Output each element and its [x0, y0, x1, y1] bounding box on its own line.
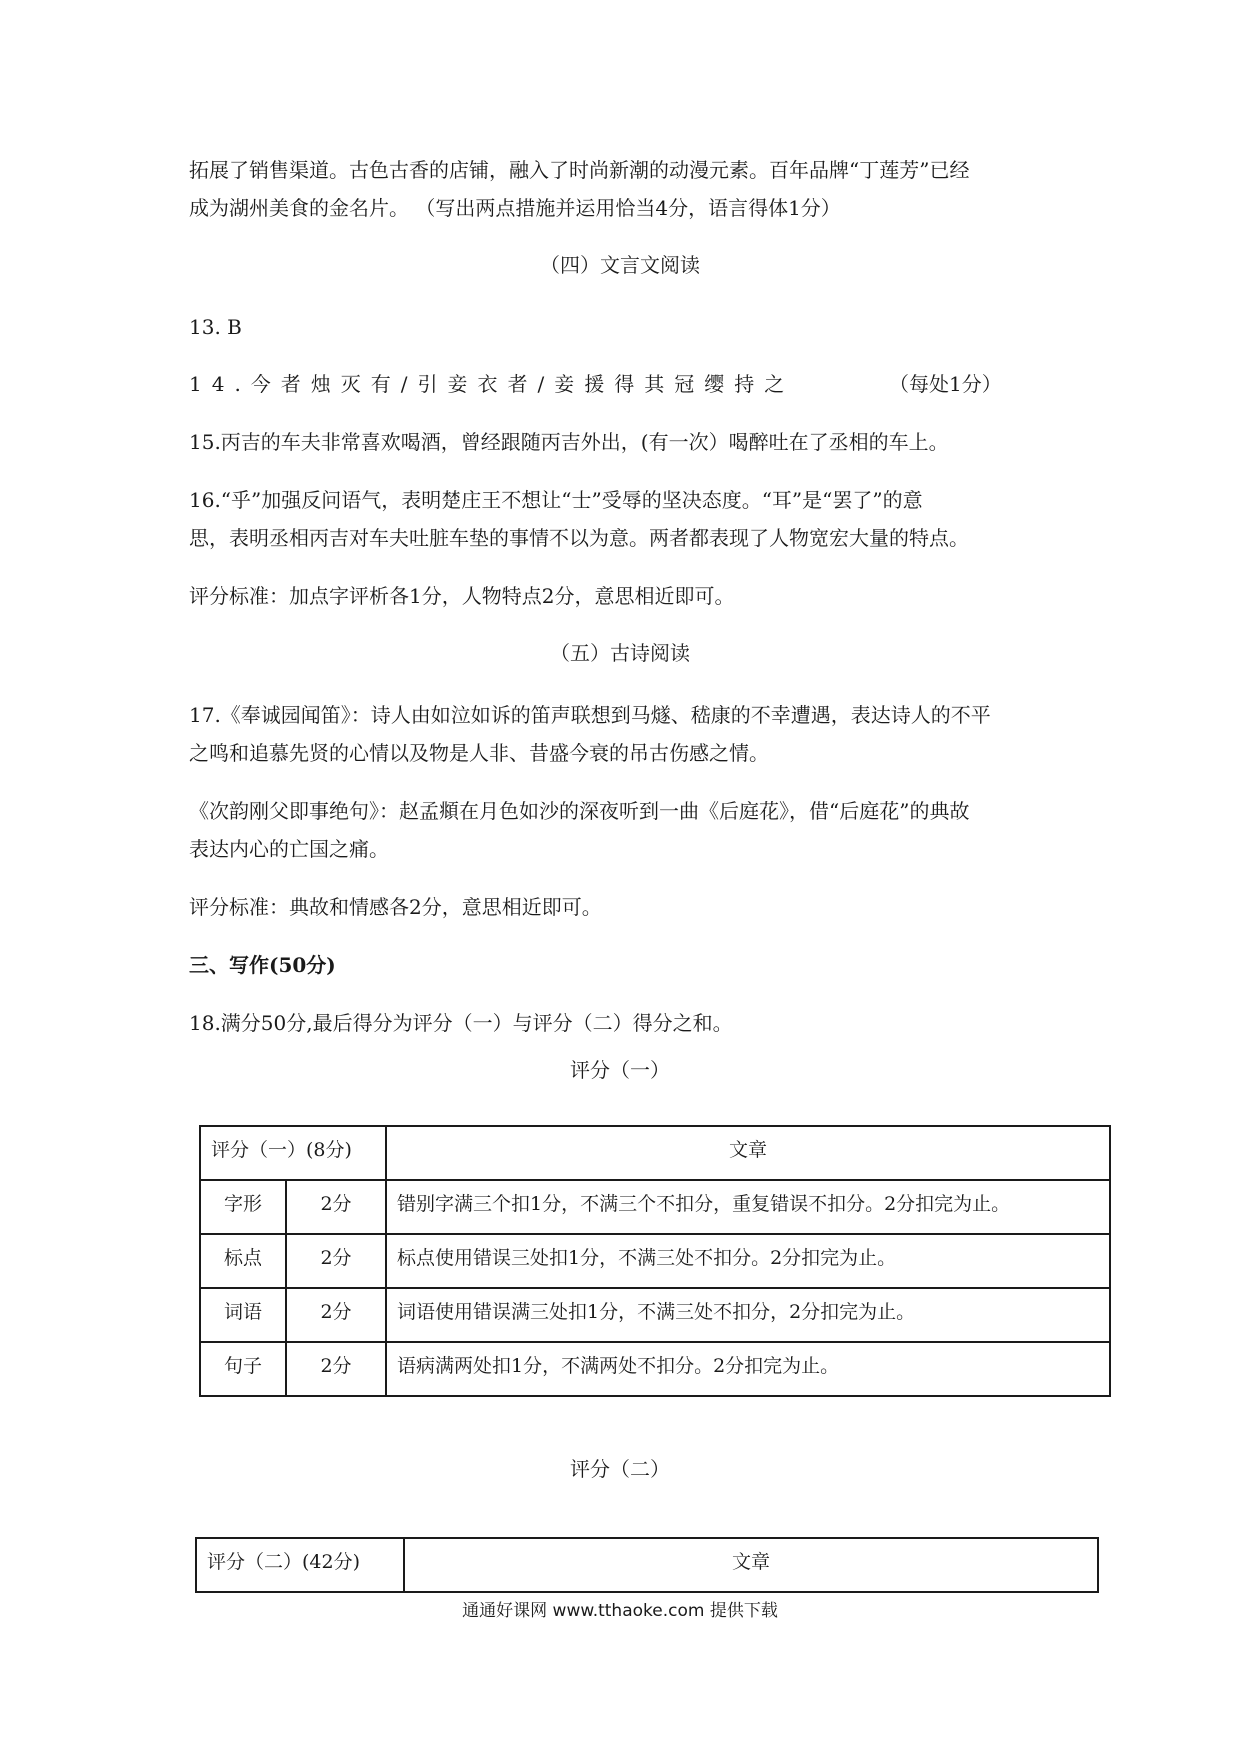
table-title: 评分（一）: [570, 1058, 670, 1082]
table-header-row: [196, 1538, 1098, 1592]
answer-15: 15.丙吉的车夫非常喜欢喝酒，曾经跟随丙吉外出，(有一次）喝醉吐在了丞相的车上。: [189, 430, 949, 454]
paragraph-line: 拓展了销售渠道。古色古香的店铺，融入了时尚新潮的动漫元素。百年品牌“丁莲芳”已经: [189, 158, 970, 182]
answer-17-line: 《次韵刚父即事绝句》：赵孟頫在月色如沙的深夜听到一曲《后庭花》，借“后庭花”的典故: [189, 799, 970, 823]
answer-14-text: 14.今者烛灭有/引妾衣者/妾援得其冠缨持之: [189, 372, 795, 396]
table-cell: 语病满两处扣1分，不满两处不扣分。2分扣完为止。: [386, 1342, 1110, 1396]
answer-14-note: （每处1分）: [889, 372, 1002, 396]
table-header-cell: 文章: [386, 1126, 1110, 1180]
answer-17-line: 17.《奉诚园闻笛》：诗人由如泣如诉的笛声联想到马燧、嵇康的不幸遭遇，表达诗人的不平: [189, 703, 991, 727]
paragraph-line: 成为湖州美食的金名片。 （写出两点措施并运用恰当4分，语言得体1分）: [189, 196, 841, 220]
section-title: （五）古诗阅读: [550, 641, 690, 665]
table-cell: 词语使用错误满三处扣1分，不满三处不扣分，2分扣完为止。: [386, 1288, 1110, 1342]
table-header-cell: 评分（一）(8分): [200, 1126, 386, 1180]
table-row: [200, 1234, 1110, 1288]
answer-13: 13. B: [189, 315, 242, 339]
table-cell: 2分: [286, 1180, 386, 1234]
table-cell: 标点使用错误三处扣1分，不满三处不扣分。2分扣完为止。: [386, 1234, 1110, 1288]
answer-16-line: 思，表明丞相丙吉对车夫吐脏车垫的事情不以为意。两者都表现了人物宽宏大量的特点。: [189, 526, 969, 550]
table-cell: 词语: [200, 1288, 286, 1342]
scoring-table-1: [199, 1125, 1111, 1397]
table-cell: 句子: [200, 1342, 286, 1396]
table-cell: 2分: [286, 1342, 386, 1396]
table-title: 评分（二）: [570, 1457, 670, 1481]
table-cell: 标点: [200, 1234, 286, 1288]
table-cell: 错别字满三个扣1分，不满三个不扣分，重复错误不扣分。2分扣完为止。: [386, 1180, 1110, 1234]
answer-16-line: 16.“乎”加强反问语气，表明楚庄王不想让“士”受辱的坚决态度。“耳”是“罢了”的意: [189, 488, 923, 512]
table-header-cell: 文章: [404, 1538, 1098, 1592]
table-cell: 2分: [286, 1234, 386, 1288]
table-header-row: [200, 1126, 1110, 1180]
table-row: [200, 1180, 1110, 1234]
table-cell: 2分: [286, 1288, 386, 1342]
table-row: [200, 1288, 1110, 1342]
scoring-note: 评分标准：典故和情感各2分，意思相近即可。: [189, 895, 602, 919]
answer-14: [189, 365, 1069, 403]
scoring-note: 评分标准：加点字评析各1分，人物特点2分，意思相近即可。: [189, 584, 735, 608]
table-row: [200, 1342, 1110, 1396]
page-footer: 通通好课网 www.tthaoke.com 提供下载: [462, 1601, 778, 1621]
scoring-table-2: [195, 1537, 1099, 1593]
table-cell: 字形: [200, 1180, 286, 1234]
answer-18: 18.满分50分,最后得分为评分（一）与评分（二）得分之和。: [189, 1011, 733, 1035]
answer-17-line: 表达内心的亡国之痛。: [189, 837, 389, 861]
section-heading: 三、写作(50分): [189, 953, 336, 977]
section-title: （四）文言文阅读: [540, 253, 700, 277]
table-header-cell: 评分（二）(42分): [196, 1538, 404, 1592]
answer-17-line: 之鸣和追慕先贤的心情以及物是人非、昔盛今衰的吊古伤感之情。: [189, 741, 769, 765]
